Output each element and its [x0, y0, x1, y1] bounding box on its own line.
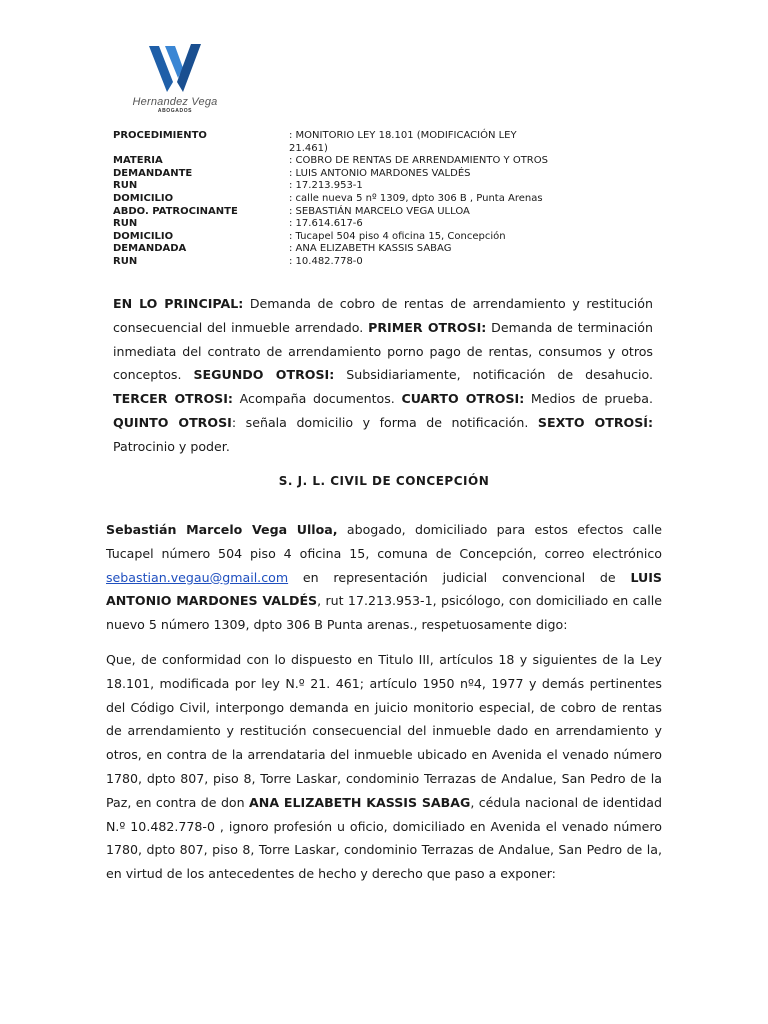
case-row	[113, 168, 551, 181]
firm-logo-mark	[147, 42, 203, 94]
case-label: DOMICILIO	[113, 192, 174, 204]
section-heading: QUINTO OTROSI	[113, 414, 232, 430]
case-row	[113, 218, 551, 231]
case-label: ABDO. PATROCINANTE	[113, 205, 238, 217]
case-row	[113, 193, 551, 206]
case-label: DOMICILIO	[113, 230, 174, 242]
paragraph-text: Que, de conformidad con lo dispuesto en Titulo III, artículos 18 y siguientes de la Ley 18.101, modificada por ley N.º 21. 461; artículo 1950 nº4, 1977 y demás pertinentes del Código Civil, interpongo demanda en juicio monitorio especial, de cobro de rentas de arrendamiento y restitución consecuencial del inmueble dado en arrendamiento y otros, en contra de la arrendataria del inmueble ubicado en Avenida el venado número 1780, dpto 807, piso 8, Torre Laskar, condominio Terrazas de Andalue, San Pedro de la Paz, en contra de don	[106, 652, 662, 810]
client-name: LUIS ANTONIO MARDONES VALDÉS	[106, 569, 662, 609]
case-value: : 17.614.617-6	[289, 218, 363, 230]
section-heading: EN LO PRINCIPAL:	[113, 296, 244, 311]
case-row	[113, 155, 551, 168]
firm-name: Hernandez Vega	[132, 96, 218, 108]
section-text: Medios de prueba.	[524, 391, 653, 407]
case-label: RUN	[113, 180, 138, 192]
lawyer-name: Sebastián Marcelo Vega Ulloa,	[106, 522, 338, 537]
case-value: : Tucapel 504 piso 4 oficina 15, Concepción	[289, 230, 506, 242]
firm-subtitle: ABOGADOS	[157, 108, 193, 114]
section-heading: PRIMER OTROSI:	[368, 319, 487, 335]
case-label: RUN	[113, 218, 138, 230]
case-value: : COBRO DE RENTAS DE ARRENDAMIENTO Y OTROS	[289, 155, 548, 167]
case-row	[113, 256, 551, 269]
section-heading: SEXTO OTROSÍ:	[537, 414, 654, 430]
case-value: : 17.213.953-1	[289, 180, 363, 192]
section-heading: TERCER OTROSI:	[113, 391, 233, 407]
appearance-paragraph	[106, 518, 662, 637]
paragraph-text: , cédula nacional de identidad N.º 10.482.778-0 , ignoro profesión u oficio, domiciliado en Avenida el venado número 1780, dpto 807, piso 8, Torre Laskar, condominio Terrazas de Andalue, San Pedro de la, en virtud de los antecedentes de hecho y derecho que paso a exponer:	[106, 794, 663, 882]
section-heading: CUARTO OTROSI:	[401, 391, 525, 407]
court-heading: S. J. L. CIVIL DE CONCEPCIÓN	[278, 474, 490, 488]
case-row	[113, 130, 551, 155]
case-value: : ANA ELIZABETH KASSIS SABAG	[289, 243, 452, 255]
summary-paragraph	[113, 292, 653, 459]
case-label: PROCEDIMIENTO	[113, 130, 207, 141]
case-row	[113, 231, 551, 244]
firm-logo	[132, 42, 218, 114]
section-text: Patrocinio y poder.	[113, 438, 230, 454]
case-label: DEMANDADA	[113, 243, 187, 255]
case-label: RUN	[113, 255, 138, 267]
section-heading: SEGUNDO OTROSI:	[193, 367, 335, 383]
case-value: : calle nueva 5 nº 1309, dpto 306 B , Punta Arenas	[289, 192, 543, 204]
case-value: : LUIS ANTONIO MARDONES VALDÉS	[289, 167, 471, 179]
section-text: : señala domicilio y forma de notificación.	[231, 414, 538, 430]
section-text: Subsidiariamente, notificación de desahucio.	[334, 367, 653, 383]
defendant-name: ANA ELIZABETH KASSIS SABAG	[249, 794, 471, 810]
case-row	[113, 206, 551, 219]
email-link[interactable]: sebastian.vegau@gmail.com	[106, 569, 289, 585]
case-label: MATERIA	[113, 155, 163, 167]
case-value: : 10.482.778-0	[289, 255, 363, 267]
paragraph-text: abogado, domiciliado para estos efectos calle Tucapel número 504 piso 4 oficina 15, comuna de Concepción, correo electrónico	[106, 522, 662, 561]
case-value: : SEBASTIÁN MARCELO VEGA ULLOA	[289, 205, 470, 217]
section-text: Acompaña documentos.	[232, 391, 402, 407]
section-text: Demanda de terminación inmediata del contrato de arrendamiento porno pago de rentas, consumos y otros conceptos.	[113, 319, 653, 383]
case-label: DEMANDANTE	[113, 167, 193, 179]
claim-paragraph	[106, 648, 662, 886]
case-row	[113, 243, 551, 256]
section-text: Demanda de cobro de rentas de arrendamiento y restitución consecuencial del inmueble arrendado.	[113, 296, 653, 335]
paragraph-text: , rut 17.213.953-1, psicólogo, con domiciliado en calle nuevo 5 número 1309, dpto 306 B Punta arenas., respetuosamente digo:	[106, 593, 662, 633]
case-value: : MONITORIO LEY 18.101 (MODIFICACIÓN LEY 21.461)	[289, 130, 517, 154]
case-row	[113, 180, 551, 193]
paragraph-text: en representación judicial convencional de	[288, 569, 631, 585]
case-info-table	[113, 130, 551, 269]
